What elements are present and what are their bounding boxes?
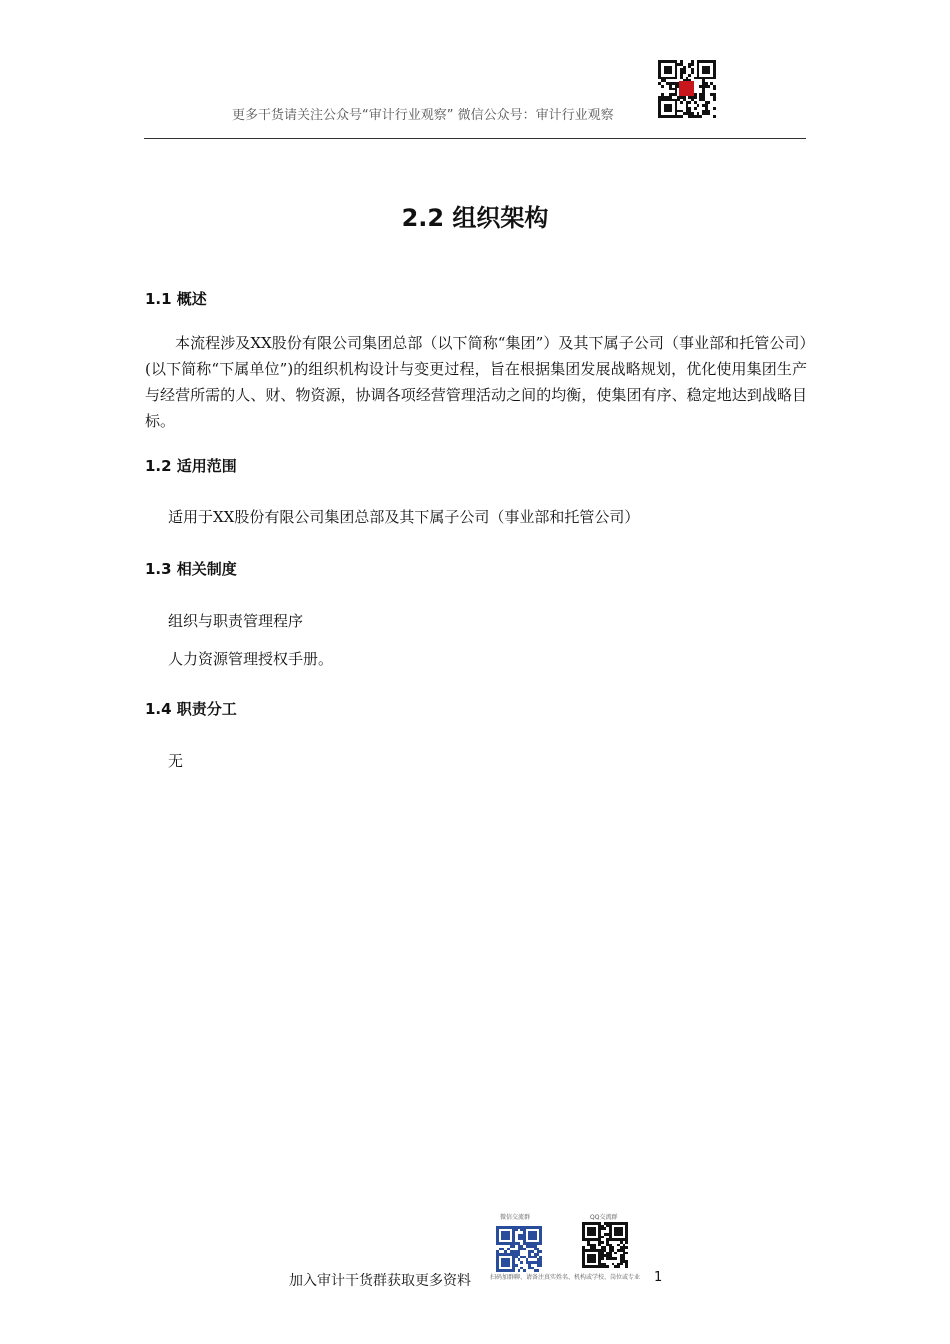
header-text: 更多干货请关注公众号“审计行业观察” 微信公众号：审计行业观察 (232, 108, 614, 123)
footer-text: 加入审计干货群获取更多资料 (289, 1273, 471, 1289)
responsibility-item: 无 (168, 752, 184, 770)
qr-code-icon (582, 1222, 628, 1268)
section-heading-scope: 1.2 适用范围 (145, 457, 237, 475)
header-divider (144, 138, 806, 139)
overview-paragraph: 本流程涉及XX股份有限公司集团总部（以下简称“集团”）及其下属子公司（事业部和托管公司）(以下简称“下属单位”)的组织机构设计与变更过程，旨在根据集团发展战略规划，优化使用集团生产与经营所需的人、财、物资源，协调各项经营管理活动之间的均衡，使集团有序、稳定地达到战略目标。 (145, 334, 807, 430)
qr-logo-icon (679, 81, 694, 96)
page-number: 1 (654, 1270, 663, 1285)
section-heading-responsibilities: 1.4 职责分工 (145, 700, 237, 718)
footer-strip-text: 扫码加群聊、请备注真实姓名、机构或学校、岗位或专业 (490, 1274, 641, 1281)
qr-code-icon (496, 1226, 542, 1272)
page-title: 2.2 组织架构 (401, 204, 549, 232)
qr-qq-caption: QQ交流群 (590, 1214, 618, 1221)
section-heading-overview: 1.1 概述 (145, 290, 207, 308)
scope-item: 适用于XX股份有限公司集团总部及其下属子公司（事业部和托管公司） (168, 508, 640, 526)
policy-item: 组织与职责管理程序 (168, 612, 304, 630)
qr-wechat-caption: 微信交流群 (500, 1214, 531, 1221)
policy-item: 人力资源管理授权手册。 (168, 650, 334, 668)
section-heading-policies: 1.3 相关制度 (145, 560, 237, 578)
